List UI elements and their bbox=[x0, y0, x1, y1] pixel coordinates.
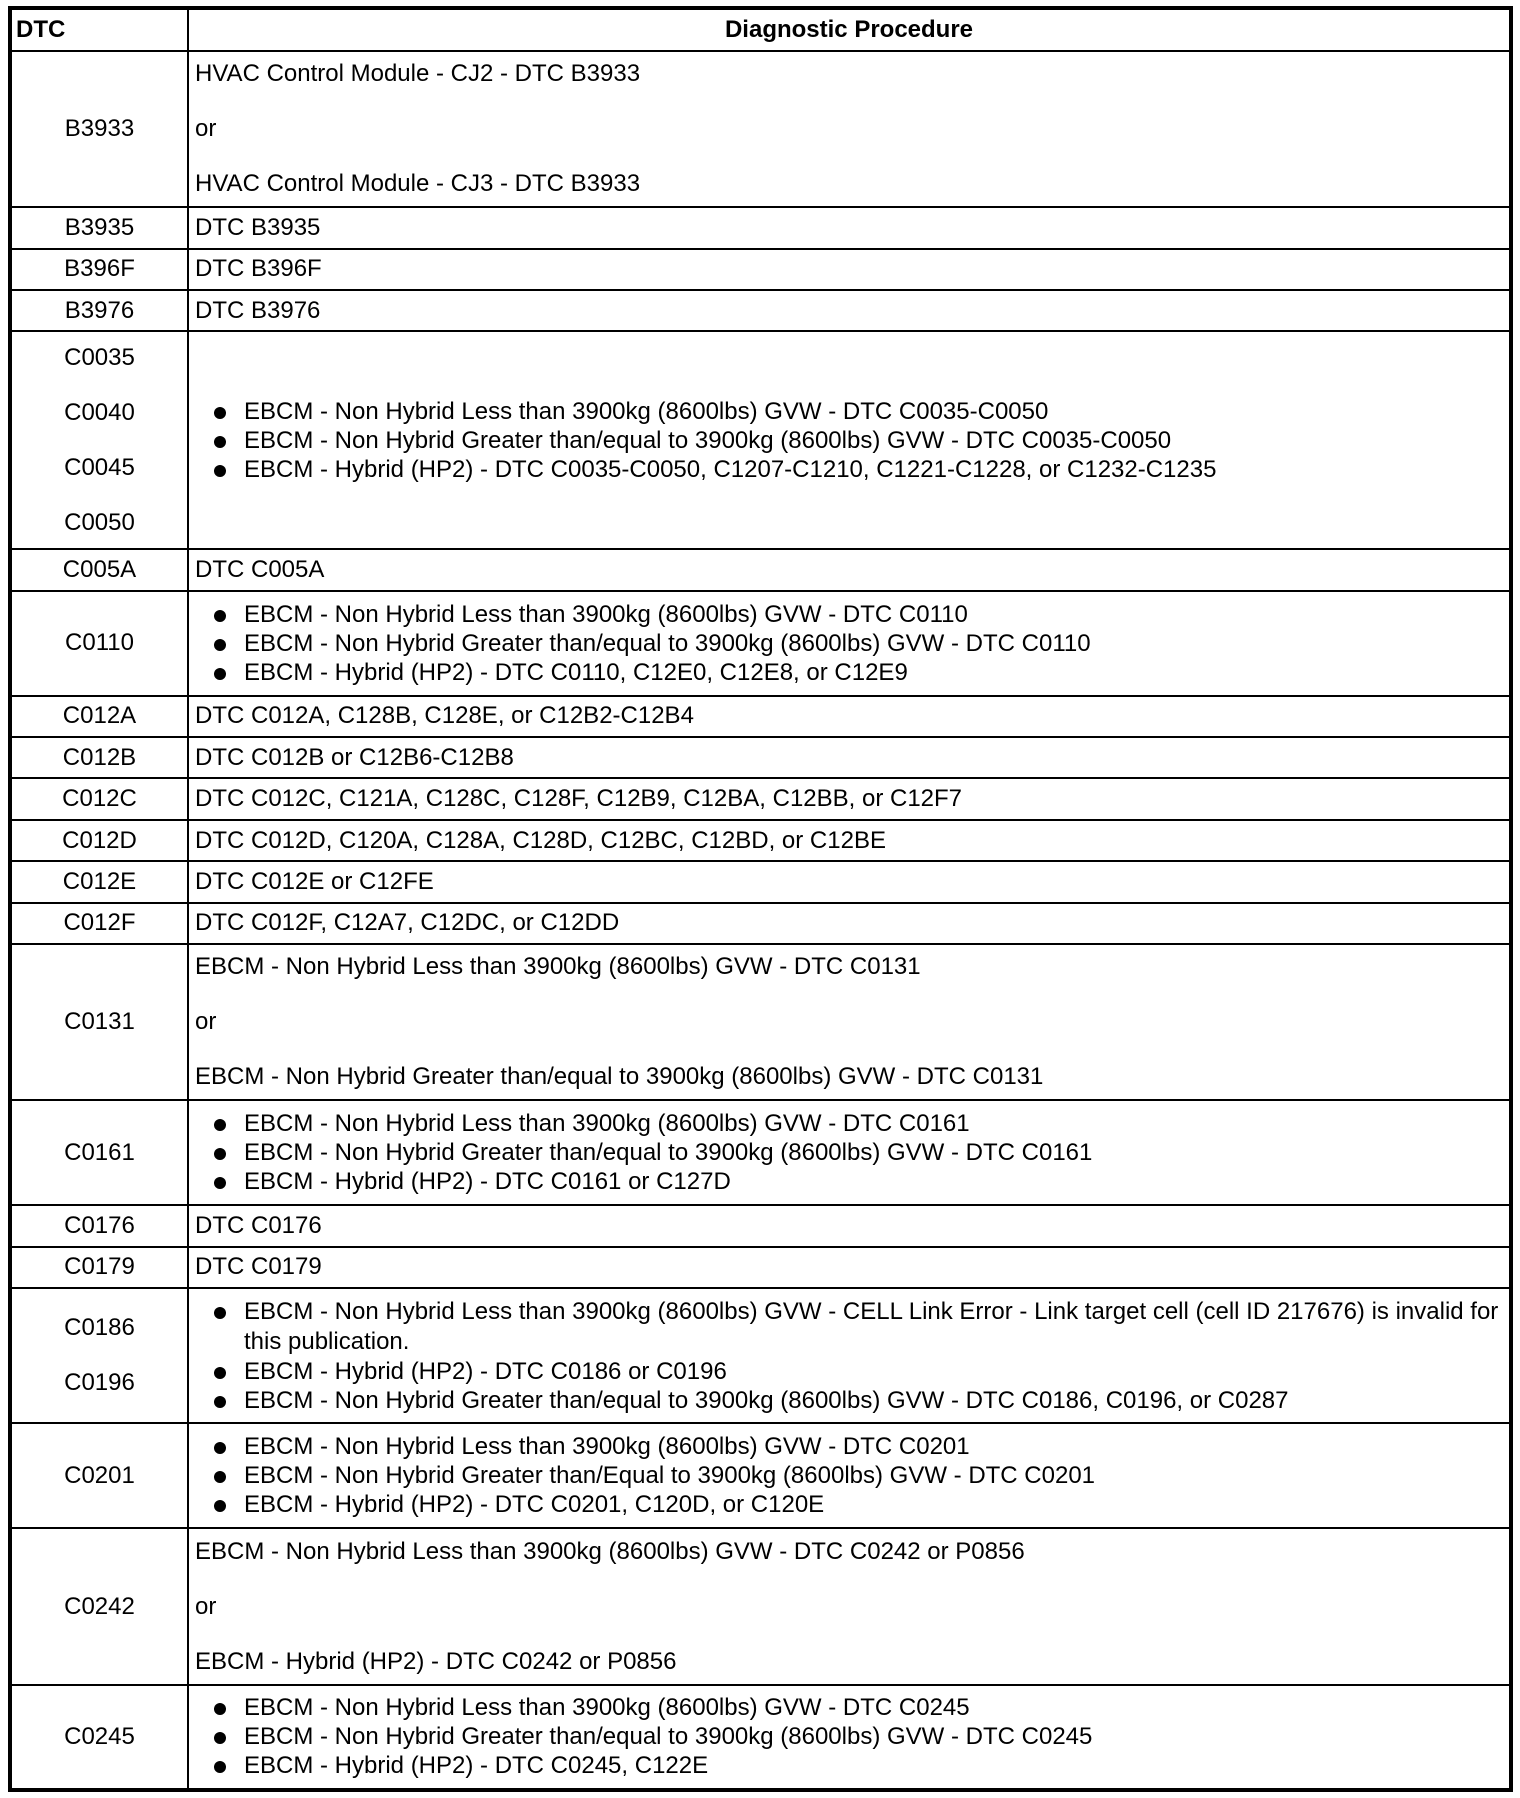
spacer bbox=[12, 372, 187, 399]
dtc-code: C0110 bbox=[65, 629, 134, 657]
procedure-text: DTC C012B or C12B6-C12B8 bbox=[195, 743, 514, 771]
procedure-cell bbox=[188, 737, 1511, 778]
procedure-column-header: Diagnostic Procedure bbox=[188, 8, 1511, 51]
dtc-code: B396F bbox=[64, 255, 135, 283]
dtc-code: B3933 bbox=[64, 115, 135, 143]
dtc-code-cell bbox=[10, 1423, 188, 1528]
bullet-item: EBCM - Non Hybrid Greater than/equal to 3900kg (8600lbs) GVW - DTC C0035-C0050 bbox=[195, 426, 1503, 455]
bullet-item: EBCM - Hybrid (HP2) - DTC C0245, C122E bbox=[195, 1751, 1503, 1780]
procedure-text: DTC C012E or C12FE bbox=[195, 867, 434, 895]
dtc-code: B3976 bbox=[64, 296, 135, 324]
dtc-code: C0035 bbox=[64, 343, 135, 371]
dtc-code-cell bbox=[10, 737, 188, 778]
dtc-code: C0131 bbox=[64, 1008, 135, 1036]
table-row bbox=[10, 1247, 1511, 1288]
table-row bbox=[10, 51, 1511, 207]
dtc-code-cell bbox=[10, 820, 188, 861]
procedure-cell bbox=[188, 1205, 1511, 1246]
procedure-text: DTC C005A bbox=[195, 556, 325, 584]
procedure-text: DTC C012F, C12A7, C12DC, or C12DD bbox=[195, 909, 620, 937]
dtc-code: C005A bbox=[62, 556, 137, 584]
procedure-bullet-list bbox=[195, 397, 1503, 484]
dtc-code: C0186 bbox=[64, 1314, 135, 1342]
procedure-line: EBCM - Non Hybrid Less than 3900kg (8600lbs) GVW - DTC C0131 bbox=[195, 953, 921, 981]
dtc-code: C0050 bbox=[64, 508, 135, 536]
bullet-item: EBCM - Non Hybrid Less than 3900kg (8600lbs) GVW - DTC C0035-C0050 bbox=[195, 397, 1503, 426]
dtc-code: C0176 bbox=[64, 1212, 135, 1240]
table-row bbox=[10, 207, 1511, 248]
procedure-cell bbox=[188, 1288, 1511, 1423]
table-row bbox=[10, 1685, 1511, 1790]
dtc-code-cell bbox=[10, 51, 188, 207]
procedure-cell bbox=[188, 903, 1511, 944]
procedure-cell bbox=[188, 549, 1511, 590]
dtc-code: C0161 bbox=[64, 1138, 135, 1166]
table-row bbox=[10, 903, 1511, 944]
procedure-line: HVAC Control Module - CJ3 - DTC B3933 bbox=[195, 170, 641, 198]
dtc-code: C0045 bbox=[64, 453, 135, 481]
procedure-text: DTC C0179 bbox=[195, 1253, 322, 1281]
procedure-bullet-list bbox=[195, 1432, 1503, 1519]
table-row bbox=[10, 290, 1511, 331]
spacer bbox=[195, 1036, 1503, 1063]
dtc-code: C0242 bbox=[64, 1592, 135, 1620]
procedure-cell bbox=[188, 778, 1511, 819]
or-separator: or bbox=[195, 115, 217, 143]
bullet-item: EBCM - Non Hybrid Less than 3900kg (8600lbs) GVW - DTC C0110 bbox=[195, 600, 1503, 629]
procedure-cell bbox=[188, 1100, 1511, 1205]
dtc-code-cell bbox=[10, 591, 188, 696]
dtc-column-header: DTC bbox=[10, 8, 188, 51]
bullet-item: EBCM - Hybrid (HP2) - DTC C0035-C0050, C1207-C1210, C1221-C1228, or C1232-C1235 bbox=[195, 455, 1503, 484]
procedure-cell bbox=[188, 331, 1511, 549]
spacer bbox=[195, 981, 1503, 1008]
bullet-item: EBCM - Non Hybrid Greater than/equal to 3900kg (8600lbs) GVW - DTC C0186, C0196, or C0287 bbox=[195, 1386, 1503, 1415]
dtc-code-cell bbox=[10, 549, 188, 590]
dtc-code: C0201 bbox=[64, 1461, 135, 1489]
table-row bbox=[10, 737, 1511, 778]
bullet-item: EBCM - Non Hybrid Less than 3900kg (8600lbs) GVW - CELL Link Error - Link target cell (cell ID 217676) is invalid for this publication. bbox=[195, 1297, 1503, 1357]
table-row bbox=[10, 1100, 1511, 1205]
dtc-code: C012A bbox=[62, 702, 137, 730]
dtc-code-cell bbox=[10, 1685, 188, 1790]
procedure-cell bbox=[188, 1528, 1511, 1684]
table-header-row bbox=[10, 8, 1511, 51]
table-row bbox=[10, 696, 1511, 737]
dtc-code: C012D bbox=[62, 826, 137, 854]
procedure-cell bbox=[188, 696, 1511, 737]
dtc-code: C012B bbox=[62, 743, 137, 771]
bullet-item: EBCM - Non Hybrid Less than 3900kg (8600lbs) GVW - DTC C0161 bbox=[195, 1109, 1503, 1138]
bullet-item: EBCM - Non Hybrid Less than 3900kg (8600lbs) GVW - DTC C0201 bbox=[195, 1432, 1503, 1461]
procedure-cell bbox=[188, 944, 1511, 1100]
procedure-cell bbox=[188, 591, 1511, 696]
procedure-text: DTC B3935 bbox=[195, 214, 321, 242]
dtc-code-cell bbox=[10, 1247, 188, 1288]
table-body bbox=[10, 51, 1511, 1790]
dtc-code-cell bbox=[10, 207, 188, 248]
table-row bbox=[10, 1288, 1511, 1423]
table-row bbox=[10, 1423, 1511, 1528]
dtc-code: C0196 bbox=[64, 1369, 135, 1397]
dtc-code-cell bbox=[10, 249, 188, 290]
procedure-line: HVAC Control Module - CJ2 - DTC B3933 bbox=[195, 60, 641, 88]
dtc-code: C0040 bbox=[64, 398, 135, 426]
procedure-line: EBCM - Hybrid (HP2) - DTC C0242 or P0856 bbox=[195, 1647, 677, 1675]
procedure-line: EBCM - Non Hybrid Less than 3900kg (8600lbs) GVW - DTC C0242 or P0856 bbox=[195, 1537, 1025, 1565]
table-row bbox=[10, 591, 1511, 696]
procedure-bullet-list bbox=[195, 1693, 1503, 1780]
procedure-text: DTC C012C, C121A, C128C, C128F, C12B9, C12BA, C12BB, or C12F7 bbox=[195, 785, 963, 813]
table-row bbox=[10, 1528, 1511, 1684]
bullet-item: EBCM - Non Hybrid Greater than/equal to 3900kg (8600lbs) GVW - DTC C0245 bbox=[195, 1722, 1503, 1751]
bullet-item: EBCM - Non Hybrid Greater than/equal to 3900kg (8600lbs) GVW - DTC C0110 bbox=[195, 629, 1503, 658]
procedure-line: EBCM - Non Hybrid Greater than/equal to 3900kg (8600lbs) GVW - DTC C0131 bbox=[195, 1063, 1044, 1091]
or-separator: or bbox=[195, 1008, 217, 1036]
procedure-text: DTC C0176 bbox=[195, 1212, 322, 1240]
dtc-code-cell bbox=[10, 1288, 188, 1423]
dtc-code-cell bbox=[10, 944, 188, 1100]
dtc-code-cell bbox=[10, 331, 188, 549]
dtc-code-cell bbox=[10, 696, 188, 737]
procedure-cell bbox=[188, 207, 1511, 248]
bullet-item: EBCM - Hybrid (HP2) - DTC C0161 or C127D bbox=[195, 1167, 1503, 1196]
dtc-code-cell bbox=[10, 290, 188, 331]
procedure-cell bbox=[188, 249, 1511, 290]
procedure-text: DTC B396F bbox=[195, 255, 322, 283]
spacer bbox=[12, 1342, 187, 1369]
dtc-code-cell bbox=[10, 903, 188, 944]
or-separator: or bbox=[195, 1592, 217, 1620]
dtc-code: C0179 bbox=[64, 1253, 135, 1281]
procedure-bullet-list bbox=[195, 600, 1503, 687]
table-row bbox=[10, 820, 1511, 861]
bullet-item: EBCM - Hybrid (HP2) - DTC C0201, C120D, or C120E bbox=[195, 1490, 1503, 1519]
spacer bbox=[195, 88, 1503, 115]
spacer bbox=[195, 1621, 1503, 1648]
dtc-code-cell bbox=[10, 1205, 188, 1246]
bullet-item: EBCM - Hybrid (HP2) - DTC C0186 or C0196 bbox=[195, 1357, 1503, 1386]
table-row bbox=[10, 944, 1511, 1100]
dtc-code: C012F bbox=[63, 909, 136, 937]
dtc-code: C012E bbox=[62, 867, 137, 895]
document-page bbox=[8, 6, 1513, 1792]
dtc-procedure-table bbox=[8, 6, 1513, 1792]
dtc-code-cell bbox=[10, 861, 188, 902]
procedure-bullet-list bbox=[195, 1109, 1503, 1196]
table-row bbox=[10, 1205, 1511, 1246]
table-row bbox=[10, 549, 1511, 590]
procedure-bullet-list bbox=[195, 1297, 1503, 1415]
spacer bbox=[195, 1566, 1503, 1593]
procedure-cell bbox=[188, 1247, 1511, 1288]
table-row bbox=[10, 249, 1511, 290]
dtc-code: B3935 bbox=[64, 214, 135, 242]
table-row bbox=[10, 861, 1511, 902]
procedure-cell bbox=[188, 861, 1511, 902]
bullet-item: EBCM - Non Hybrid Less than 3900kg (8600lbs) GVW - DTC C0245 bbox=[195, 1693, 1503, 1722]
table-row bbox=[10, 331, 1511, 549]
bullet-item: EBCM - Non Hybrid Greater than/Equal to 3900kg (8600lbs) GVW - DTC C0201 bbox=[195, 1461, 1503, 1490]
bullet-item: EBCM - Non Hybrid Greater than/equal to 3900kg (8600lbs) GVW - DTC C0161 bbox=[195, 1138, 1503, 1167]
procedure-cell bbox=[188, 1685, 1511, 1790]
procedure-text: DTC C012A, C128B, C128E, or C12B2-C12B4 bbox=[195, 702, 694, 730]
dtc-code: C0245 bbox=[64, 1722, 135, 1750]
procedure-cell bbox=[188, 820, 1511, 861]
procedure-text: DTC C012D, C120A, C128A, C128D, C12BC, C12BD, or C12BE bbox=[195, 826, 886, 854]
bullet-item: EBCM - Hybrid (HP2) - DTC C0110, C12E0, C12E8, or C12E9 bbox=[195, 658, 1503, 687]
dtc-code: C012C bbox=[62, 785, 137, 813]
spacer bbox=[195, 143, 1503, 170]
procedure-cell bbox=[188, 290, 1511, 331]
procedure-text: DTC B3976 bbox=[195, 296, 321, 324]
dtc-code-cell bbox=[10, 1100, 188, 1205]
dtc-code-cell bbox=[10, 778, 188, 819]
procedure-cell bbox=[188, 51, 1511, 207]
spacer bbox=[12, 482, 187, 509]
spacer bbox=[12, 427, 187, 454]
table-row bbox=[10, 778, 1511, 819]
dtc-code-cell bbox=[10, 1528, 188, 1684]
procedure-cell bbox=[188, 1423, 1511, 1528]
